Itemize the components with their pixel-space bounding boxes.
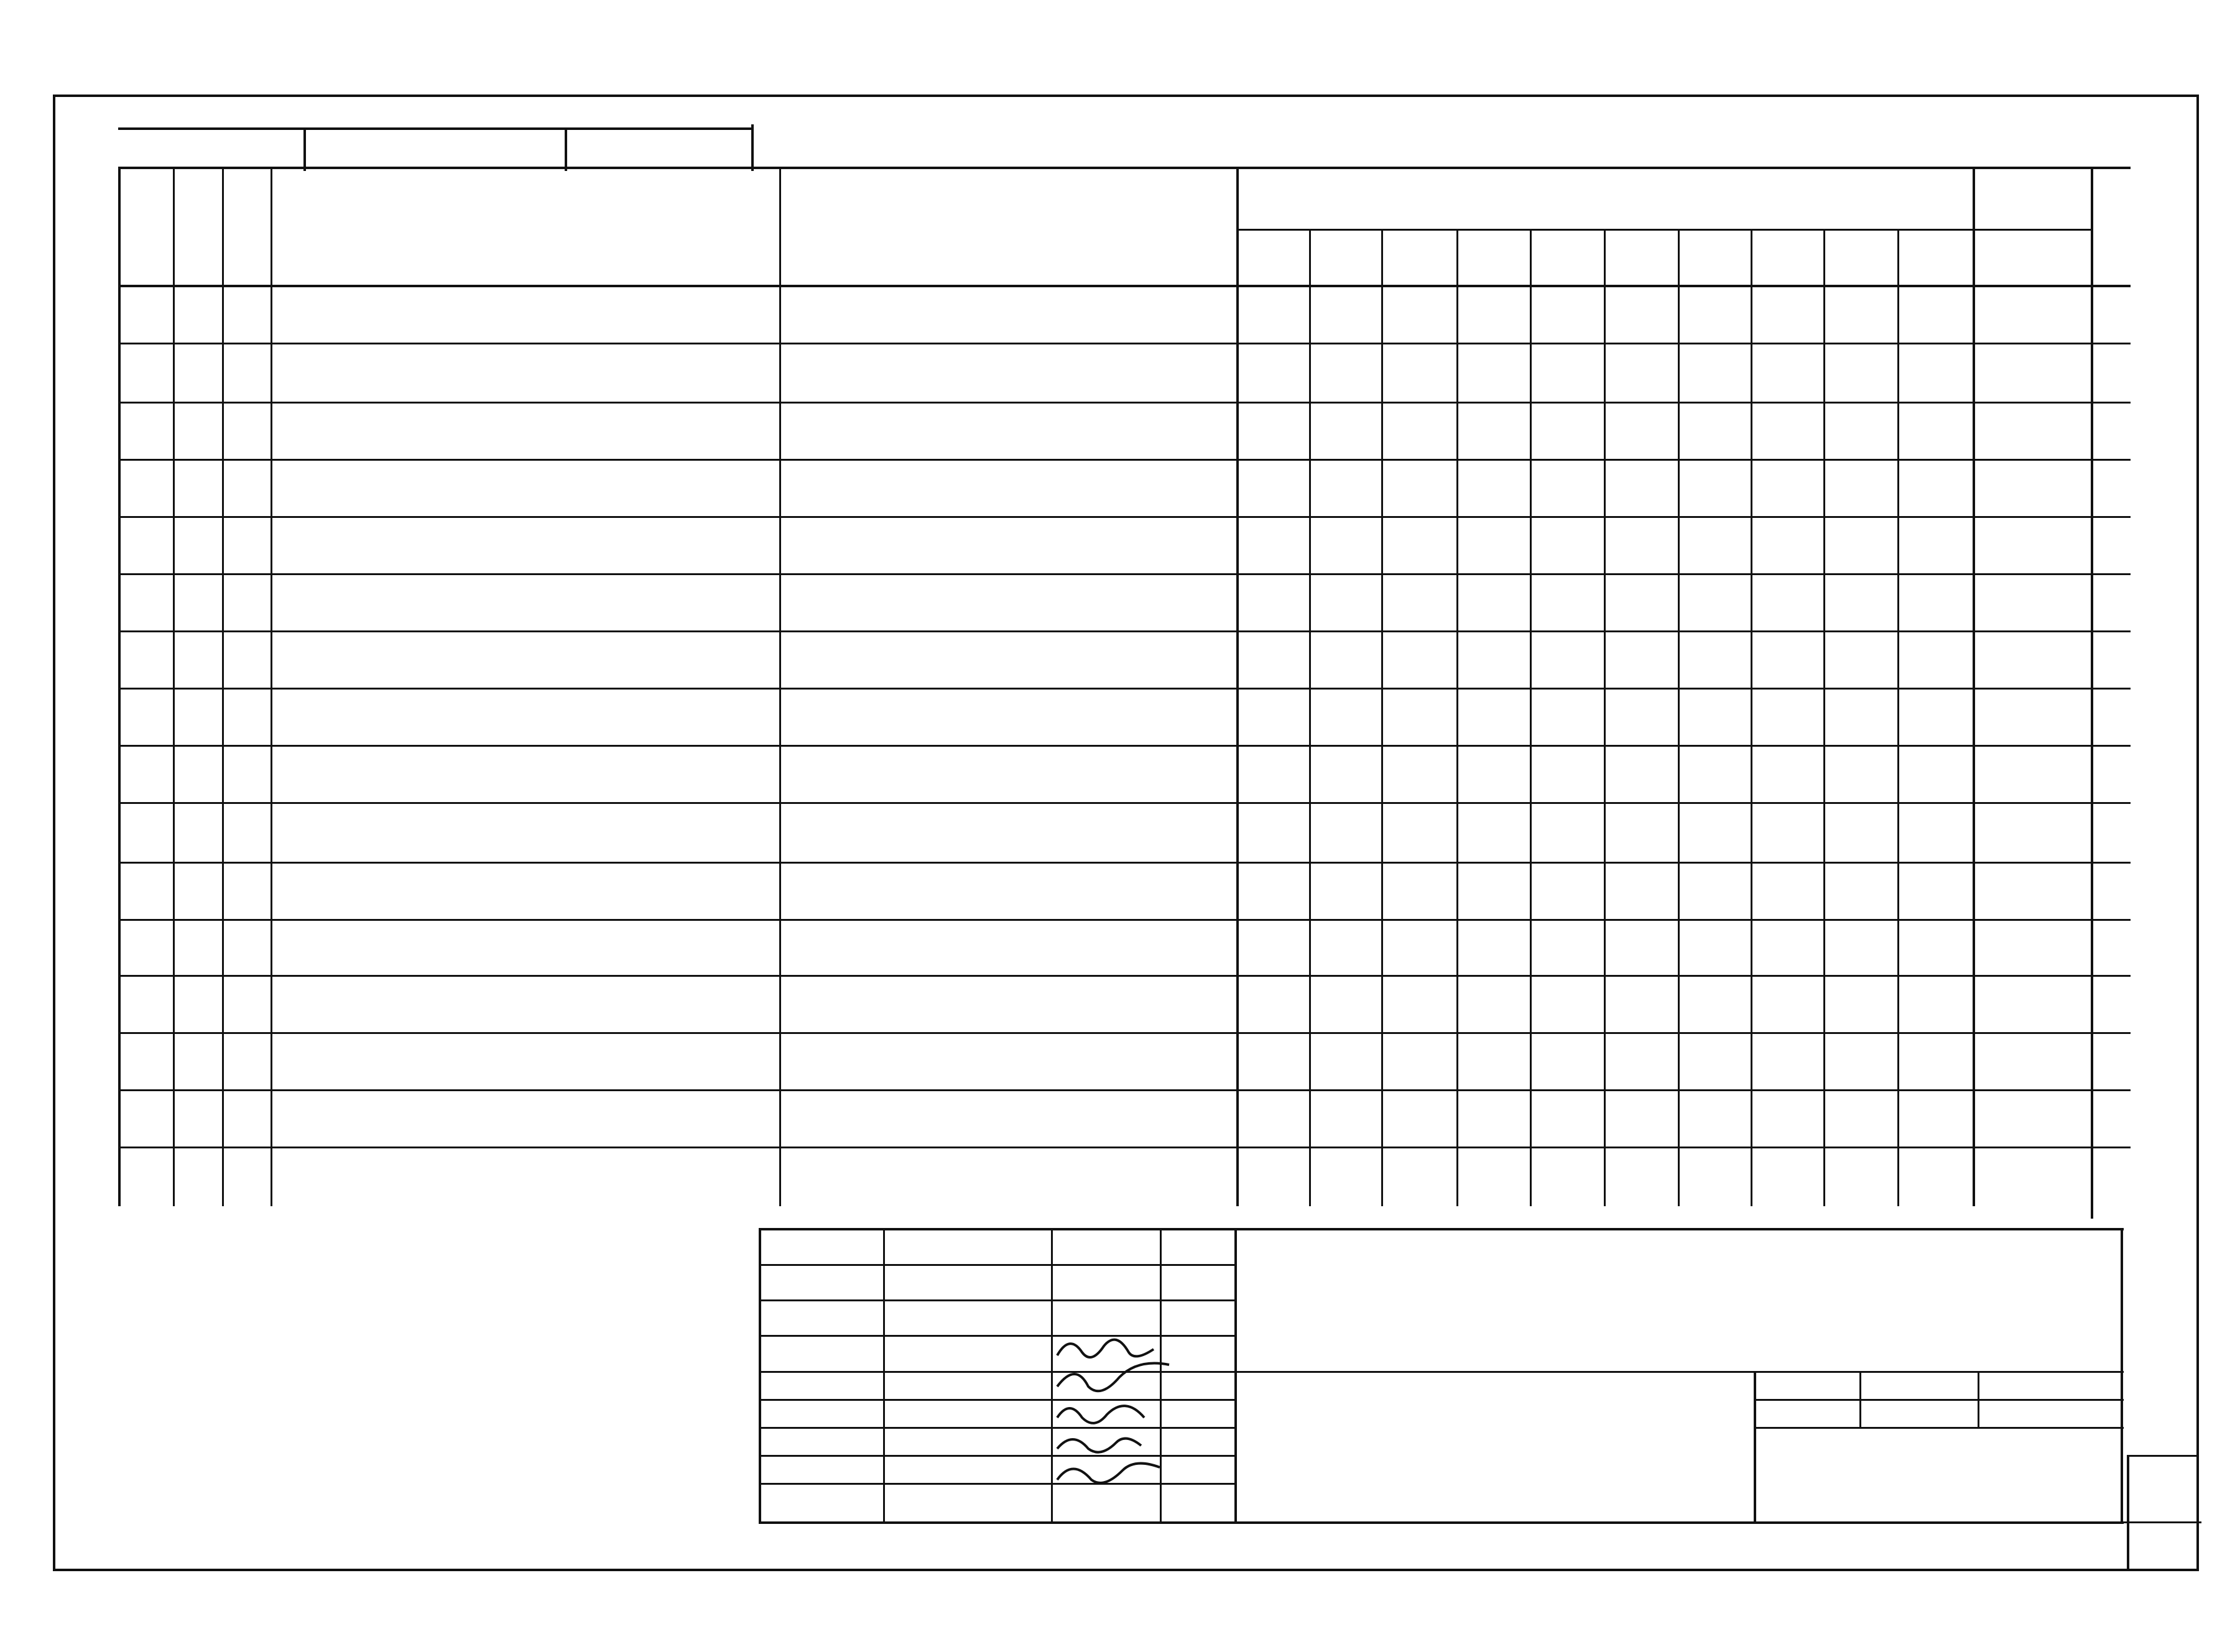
top-stub-line (118, 127, 752, 130)
outer-right-border (2196, 95, 2199, 1571)
outer-top-border (53, 95, 2198, 97)
title-bottom-line (759, 1521, 2201, 1523)
page-no-box-top (2127, 1455, 2198, 1457)
outer-left-border (53, 95, 55, 1571)
top-stub (303, 127, 306, 171)
top-stub (565, 127, 567, 171)
title-block (759, 1228, 2127, 1569)
signatures (1051, 1331, 1200, 1523)
top-stub (751, 124, 754, 171)
page-no-box (2127, 1455, 2129, 1570)
spec-table (118, 167, 2131, 1219)
outer-bottom-border (53, 1569, 2198, 1571)
